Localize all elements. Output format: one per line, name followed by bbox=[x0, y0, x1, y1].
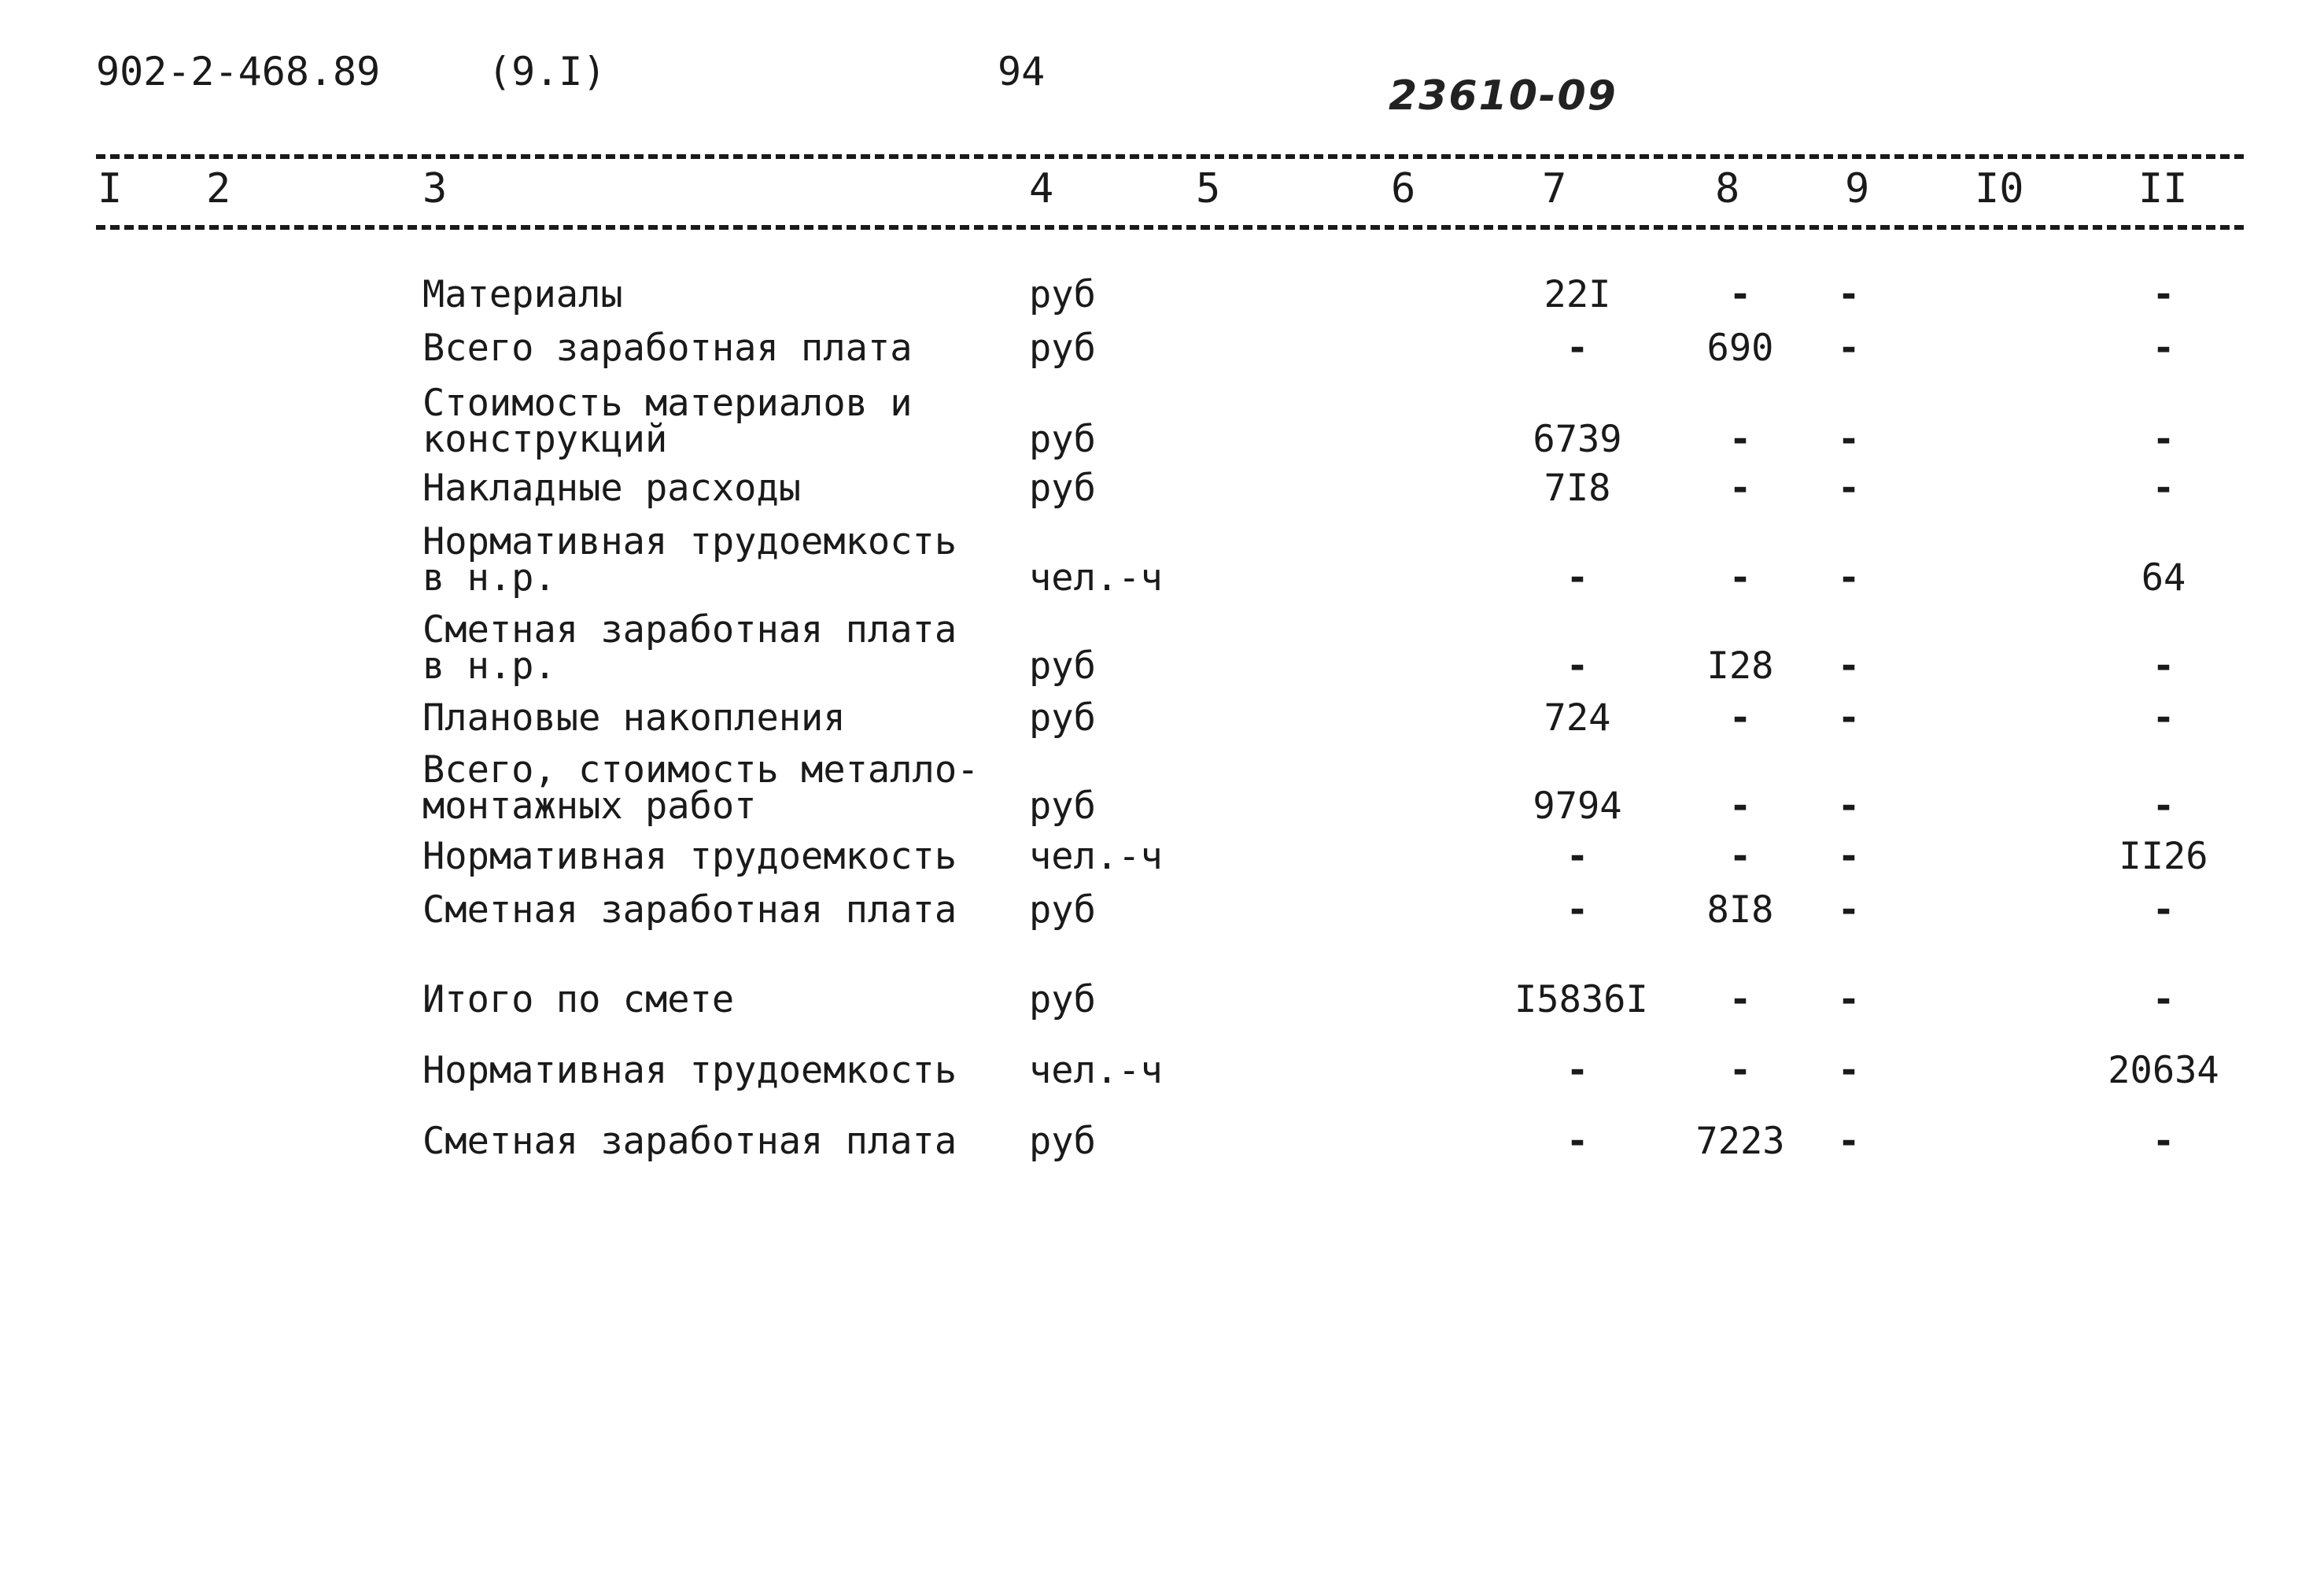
row-value-col7: 22I bbox=[1544, 273, 1611, 316]
row-value-col7: - bbox=[1566, 1049, 1589, 1092]
page-number: 94 bbox=[998, 49, 1046, 94]
row-value-col8: 690 bbox=[1706, 327, 1774, 370]
row-value-col9: - bbox=[1837, 556, 1861, 600]
row-label: Плановые накопления bbox=[422, 696, 846, 740]
column-number-5: 5 bbox=[1196, 165, 1221, 212]
row-unit: чел.-ч bbox=[1029, 835, 1163, 878]
row-label: Всего, стоимость металло- монтажных работ bbox=[422, 748, 979, 828]
row-unit: руб bbox=[1029, 978, 1096, 1021]
row-unit: руб bbox=[1029, 784, 1096, 828]
row-unit: чел.-ч bbox=[1029, 1049, 1163, 1092]
row-value-col11: - bbox=[2152, 644, 2175, 688]
header-divider-top bbox=[96, 154, 2244, 159]
row-unit: руб bbox=[1029, 696, 1096, 740]
row-unit: чел.-ч bbox=[1029, 556, 1163, 600]
row-value-col11: II26 bbox=[2119, 835, 2208, 878]
row-label: Нормативная трудоемкость bbox=[422, 835, 957, 878]
row-value-col9: - bbox=[1837, 467, 1861, 510]
row-value-col7: 724 bbox=[1544, 696, 1611, 740]
row-value-col11: - bbox=[2152, 467, 2175, 510]
row-value-col7: 6739 bbox=[1533, 418, 1622, 461]
row-value-col11: - bbox=[2152, 784, 2175, 828]
row-unit: руб bbox=[1029, 467, 1096, 510]
column-number-6: 6 bbox=[1391, 165, 1416, 212]
row-value-col8: 8I8 bbox=[1706, 888, 1774, 932]
row-value-col11: 64 bbox=[2141, 556, 2186, 600]
column-number-8: 8 bbox=[1715, 165, 1740, 212]
row-value-col11: - bbox=[2152, 273, 2175, 316]
column-number-1: I bbox=[98, 165, 123, 212]
row-unit: руб bbox=[1029, 327, 1096, 370]
row-value-col9: - bbox=[1837, 888, 1861, 932]
column-number-10: I0 bbox=[1975, 165, 2024, 212]
row-value-col8: I28 bbox=[1706, 644, 1774, 688]
row-value-col8: - bbox=[1728, 418, 1752, 461]
row-value-col8: - bbox=[1728, 696, 1752, 740]
row-value-col7: - bbox=[1566, 888, 1589, 932]
row-value-col8: - bbox=[1728, 467, 1752, 510]
row-value-col9: - bbox=[1837, 418, 1861, 461]
section-number: (9.I) bbox=[488, 49, 607, 94]
row-label: Сметная заработная плата в н.р. bbox=[422, 608, 957, 688]
row-label: Материалы bbox=[422, 273, 623, 316]
row-value-col7: - bbox=[1566, 556, 1589, 600]
row-value-col8: - bbox=[1728, 273, 1752, 316]
document-code: 902-2-468.89 bbox=[96, 49, 381, 94]
column-number-7: 7 bbox=[1542, 165, 1567, 212]
row-label: Сметная заработная плата bbox=[422, 1120, 957, 1163]
row-label: Нормативная трудоемкость bbox=[422, 1049, 957, 1092]
row-value-col11: - bbox=[2152, 888, 2175, 932]
column-number-3: 3 bbox=[422, 165, 448, 212]
row-value-col9: - bbox=[1837, 644, 1861, 688]
column-number-4: 4 bbox=[1029, 165, 1054, 212]
row-value-col7: I5836I bbox=[1514, 978, 1648, 1021]
row-value-col11: - bbox=[2152, 327, 2175, 370]
row-value-col8: - bbox=[1728, 556, 1752, 600]
row-value-col8: - bbox=[1728, 784, 1752, 828]
row-label: Нормативная трудоемкость в н.р. bbox=[422, 520, 957, 600]
row-value-col8: - bbox=[1728, 978, 1752, 1021]
row-label: Всего заработная плата bbox=[422, 327, 913, 370]
row-value-col9: - bbox=[1837, 784, 1861, 828]
row-unit: руб bbox=[1029, 644, 1096, 688]
row-unit: руб bbox=[1029, 273, 1096, 316]
row-value-col8: - bbox=[1728, 835, 1752, 878]
row-label: Стоимость материалов и конструкций bbox=[422, 382, 913, 461]
row-label: Сметная заработная плата bbox=[422, 888, 957, 932]
column-number-9: 9 bbox=[1845, 165, 1870, 212]
row-value-col11: - bbox=[2152, 1120, 2175, 1163]
row-value-col7: 7I8 bbox=[1544, 467, 1611, 510]
row-value-col7: - bbox=[1566, 327, 1589, 370]
row-value-col9: - bbox=[1837, 1049, 1861, 1092]
row-value-col7: - bbox=[1566, 835, 1589, 878]
row-unit: руб bbox=[1029, 1120, 1096, 1163]
row-value-col9: - bbox=[1837, 696, 1861, 740]
row-value-col9: - bbox=[1837, 273, 1861, 316]
column-number-2: 2 bbox=[206, 165, 231, 212]
row-value-col9: - bbox=[1837, 835, 1861, 878]
handwritten-stamp: 23610-09 bbox=[1389, 72, 1618, 120]
row-value-col9: - bbox=[1837, 1120, 1861, 1163]
column-number-11: II bbox=[2138, 165, 2188, 212]
row-value-col8: 7223 bbox=[1695, 1120, 1785, 1163]
row-value-col11: 20634 bbox=[2108, 1049, 2219, 1092]
row-value-col9: - bbox=[1837, 327, 1861, 370]
row-value-col7: 9794 bbox=[1533, 784, 1622, 828]
row-label: Накладные расходы bbox=[422, 467, 802, 510]
row-value-col7: - bbox=[1566, 1120, 1589, 1163]
row-unit: руб bbox=[1029, 418, 1096, 461]
row-label: Итого по смете bbox=[422, 978, 735, 1021]
row-value-col8: - bbox=[1728, 1049, 1752, 1092]
row-unit: руб bbox=[1029, 888, 1096, 932]
row-value-col11: - bbox=[2152, 418, 2175, 461]
row-value-col11: - bbox=[2152, 696, 2175, 740]
header-divider-bottom bbox=[96, 225, 2244, 230]
row-value-col9: - bbox=[1837, 978, 1861, 1021]
row-value-col11: - bbox=[2152, 978, 2175, 1021]
row-value-col7: - bbox=[1566, 644, 1589, 688]
